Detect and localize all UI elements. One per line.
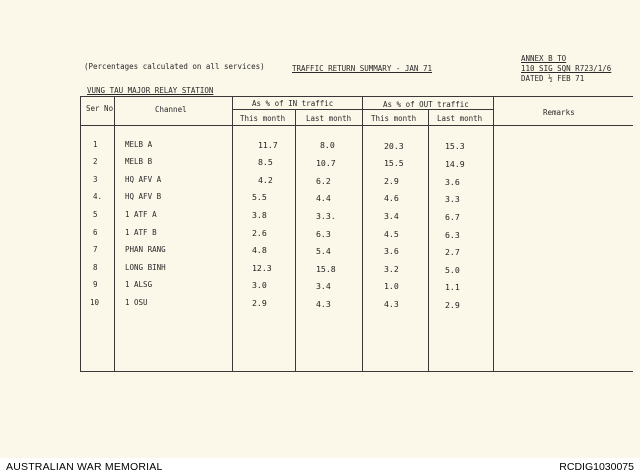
col-border-in: [362, 96, 363, 372]
out-last-month: 14.9: [445, 159, 465, 169]
in-this-month: 3.0: [252, 280, 267, 290]
channel: HQ AFV A: [125, 175, 162, 184]
ser-no: 2: [93, 157, 98, 166]
ser-no: 5: [93, 210, 98, 219]
out-this-month: 4.5: [384, 229, 399, 239]
annex-line-1: ANNEX B TO: [521, 54, 567, 63]
archive-footer: [0, 458, 640, 476]
header-bottom-border: [80, 125, 633, 126]
in-last-month: 6.3: [316, 229, 331, 239]
out-last-month: 3.6: [445, 177, 460, 187]
header-in-last-month: Last month: [306, 114, 352, 123]
percentage-note: (Percentages calculated on all services): [84, 62, 265, 71]
in-last-month: 4.3: [316, 299, 331, 309]
out-this-month: 3.2: [384, 264, 399, 274]
ser-no: 7: [93, 245, 98, 254]
in-last-month: 10.7: [316, 158, 336, 168]
ser-no: 8: [93, 263, 98, 272]
in-this-month: 4.8: [252, 245, 267, 255]
in-this-month: 2.9: [252, 298, 267, 308]
in-last-month: 5.4: [316, 246, 331, 256]
header-out-this-month: This month: [371, 114, 417, 123]
out-this-month: 15.5: [384, 158, 404, 168]
channel: LONG BINH: [125, 263, 166, 272]
out-this-month: 3.4: [384, 211, 399, 221]
out-last-month: 3.3: [445, 194, 460, 204]
out-this-month: 3.6: [384, 246, 399, 256]
channel: 1 ATF A: [125, 210, 157, 219]
col-border-channel: [232, 96, 233, 372]
station-name: VUNG TAU MAJOR RELAY STATION: [87, 86, 214, 95]
archive-name: AUSTRALIAN WAR MEMORIAL: [6, 461, 163, 473]
header-in-this-month: This month: [240, 114, 286, 123]
col-border-in-split: [295, 109, 296, 372]
header-remarks: Remarks: [543, 108, 575, 117]
channel: HQ AFV B: [125, 192, 162, 201]
ser-no: 4.: [93, 192, 103, 201]
channel: 1 ATF B: [125, 228, 157, 237]
channel: MELB A: [125, 140, 153, 149]
out-last-month: 15.3: [445, 141, 465, 151]
header-channel: Channel: [155, 105, 187, 114]
annex-reference: [521, 54, 611, 84]
out-this-month: 4.6: [384, 193, 399, 203]
header-in-traffic: As % of IN traffic: [252, 99, 334, 108]
table-top-border: [80, 96, 633, 97]
in-group-underline: [232, 109, 362, 110]
in-last-month: 8.0: [320, 140, 335, 150]
in-last-month: 3.4: [316, 281, 331, 291]
out-this-month: 1.0: [384, 281, 399, 291]
ser-no: 6: [93, 228, 98, 237]
col-border-left: [80, 96, 81, 372]
col-border-ser: [114, 96, 115, 372]
header-out-last-month: Last month: [437, 114, 483, 123]
channel: 1 ALSG: [125, 280, 153, 289]
annex-line-3: DATED ½ FEB 71: [521, 74, 585, 83]
channel: 1 OSU: [125, 298, 148, 307]
annex-line-2: 110 SIG SQN R723/1/6: [521, 64, 612, 73]
ser-no: 10: [90, 298, 100, 307]
channel: MELB B: [125, 157, 153, 166]
col-border-out-split: [428, 109, 429, 372]
in-this-month: 11.7: [258, 140, 278, 150]
out-this-month: 20.3: [384, 141, 404, 151]
header-ser-no: Ser No: [86, 104, 114, 113]
out-last-month: 6.3: [445, 230, 460, 240]
document-title: TRAFFIC RETURN SUMMARY - JAN 71: [292, 64, 432, 73]
out-this-month: 2.9: [384, 176, 399, 186]
out-this-month: 4.3: [384, 299, 399, 309]
in-this-month: 8.5: [258, 157, 273, 167]
in-this-month: 5.5: [252, 192, 267, 202]
traffic-table: [80, 96, 633, 372]
in-last-month: 4.4: [316, 193, 331, 203]
ser-no: 9: [93, 280, 98, 289]
in-last-month: 3.3.: [316, 211, 336, 221]
out-last-month: 6.7: [445, 212, 460, 222]
in-last-month: 15.8: [316, 264, 336, 274]
table-bottom-border: [80, 371, 633, 372]
archive-reference: RCDIG1030075: [559, 461, 634, 473]
out-last-month: 1.1: [445, 282, 460, 292]
col-border-out: [493, 96, 494, 372]
in-last-month: 6.2: [316, 176, 331, 186]
in-this-month: 3.8: [252, 210, 267, 220]
out-last-month: 2.9: [445, 300, 460, 310]
out-last-month: 5.0: [445, 265, 460, 275]
out-last-month: 2.7: [445, 247, 460, 257]
in-this-month: 12.3: [252, 263, 272, 273]
in-this-month: 4.2: [258, 175, 273, 185]
header-out-traffic: As % of OUT traffic: [383, 100, 469, 109]
ser-no: 1: [93, 140, 98, 149]
in-this-month: 2.6: [252, 228, 267, 238]
channel: PHAN RANG: [125, 245, 166, 254]
ser-no: 3: [93, 175, 98, 184]
